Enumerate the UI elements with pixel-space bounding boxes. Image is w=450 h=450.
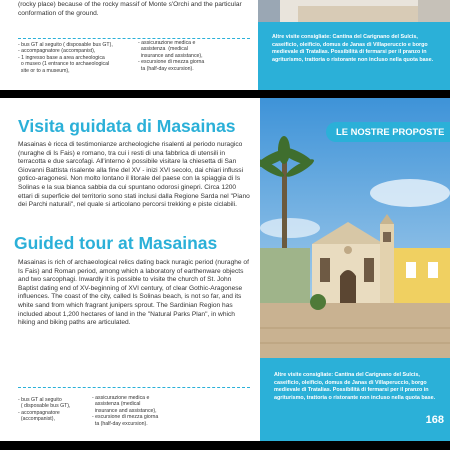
bottom-services-divider bbox=[18, 387, 250, 388]
page-separator bbox=[0, 90, 450, 98]
text-english: Masainas is rich of archaeological relics dating back nuragic period (nuraghe of Is Fais) and Roman period, among which a laboratory of earthenware objects and two sarcophagi. Inwardly it is possible to visite the church of St. John Baptist dating end of XV-beginning of XVI century, of clear Gothic-Aragonese influences. The coast of the city, called Is Solinas beach, is not so far, and its white sand from which fragrant junipers sprout. The Sardinian Region has included about 1,200 hectares of land in the "Natural Parks Plan", in which hiking and biking paths are articulated. bbox=[18, 259, 249, 327]
service-item: insurance and assistance), bbox=[92, 407, 157, 414]
service-item: - bus GT al seguito bbox=[18, 397, 62, 403]
top-photo-image bbox=[258, 0, 450, 22]
top-intro-text: (rocky place) because of the rocky massif of Monte s'Orchi and the particular conformation of the ground. bbox=[18, 1, 242, 17]
service-item: - assicurazione medica e bbox=[92, 395, 150, 401]
bottom-services-right bbox=[92, 395, 202, 427]
bottom-services-left bbox=[18, 397, 98, 423]
bottom-page bbox=[0, 98, 450, 441]
service-item: (accompanist), bbox=[18, 416, 55, 423]
page-separator-bottom bbox=[0, 441, 450, 450]
service-item: - 1 ingresso base a area archeologica bbox=[18, 54, 105, 61]
service-item: ta (half-day excursion). bbox=[138, 65, 194, 72]
proposals-badge bbox=[326, 122, 450, 142]
service-item: - escursione di mezza giorna bbox=[92, 414, 159, 421]
bottom-recommendations-box bbox=[260, 358, 450, 441]
service-item: - assicurazione medica e bbox=[138, 40, 196, 46]
top-recommendations-box bbox=[258, 22, 450, 90]
service-item: insurance and assistance), bbox=[138, 52, 203, 59]
top-services-divider bbox=[18, 38, 250, 39]
title-english: Guided tour at Masainas bbox=[14, 233, 218, 253]
top-services-right bbox=[138, 40, 250, 72]
service-item: o museo (1 entrance to archaeological bbox=[18, 61, 110, 68]
proposals-badge-label: LE NOSTRE PROPOSTE bbox=[336, 126, 445, 137]
service-item: site or to a museum), bbox=[18, 67, 70, 74]
service-item: assistenza (medical bbox=[138, 46, 188, 53]
service-item: - accompagnatore bbox=[18, 409, 60, 416]
top-photo bbox=[258, 0, 450, 22]
service-item: - bus GT al seguito ( disposable bus GT), bbox=[18, 42, 113, 48]
service-item: - escursione di mezza giorna bbox=[138, 59, 205, 66]
service-item: - accompagnatore (accompanist), bbox=[18, 48, 96, 55]
bottom-recommendations-text: Altre visite consigliate: Cantina del Carignano del Sulcis, caseificio, oleificio, domus de Janas di Villaperuccio, borgo medievale di Tratalias. Possibilità di fermarsi per il pranzo in agriturismo, trattoria o ristorante non incluso nella quota base. bbox=[274, 372, 436, 401]
text-italian: Masainas è ricca di testimonianze archeologiche risalenti al periodo nuragico (nuraghe di Is Fais) e romano, tra cui i resti di una fabbrica di utensili in terracotta e due sarcofagi. All'interno è possibile visitare la chiesetta di San Giovanni Battista risalente alla fine del XV - inizi XVI secolo, dai chiari influssi gotico-aragonesi. Non molto lontano il litorale del paese con la spiaggia di Is Solinas e la sua bianca sabbia da cui spuntano odorosi ginepri. Circa 1200 ettari di superficie del territorio sono stati inclusi dalla Regione Sarda nel "Piano dei Parchi naturali", nel quale si articolano percorsi trekking e piste ciclabili. bbox=[18, 141, 250, 209]
service-item: assistenza (medical bbox=[92, 401, 141, 408]
service-item: ( disposable bus GT), bbox=[18, 403, 71, 410]
top-services-left bbox=[18, 42, 136, 74]
page-number: 168 bbox=[425, 414, 444, 426]
title-italian: Visita guidata di Masainas bbox=[18, 116, 236, 136]
top-page bbox=[0, 0, 450, 90]
top-recommendations-text: Altre visite consigliate: Cantina del Carignano del Sulcis, caseificio, oleificio, domus de Janas di Villaperuccio e borgo medievale di Tratalias. Possibilità di fermarsi per il pranzo in agriturismo, trattoria o ristorante non incluso nella quota base. bbox=[272, 34, 434, 63]
service-item: ta (half-day excursion). bbox=[92, 420, 148, 427]
